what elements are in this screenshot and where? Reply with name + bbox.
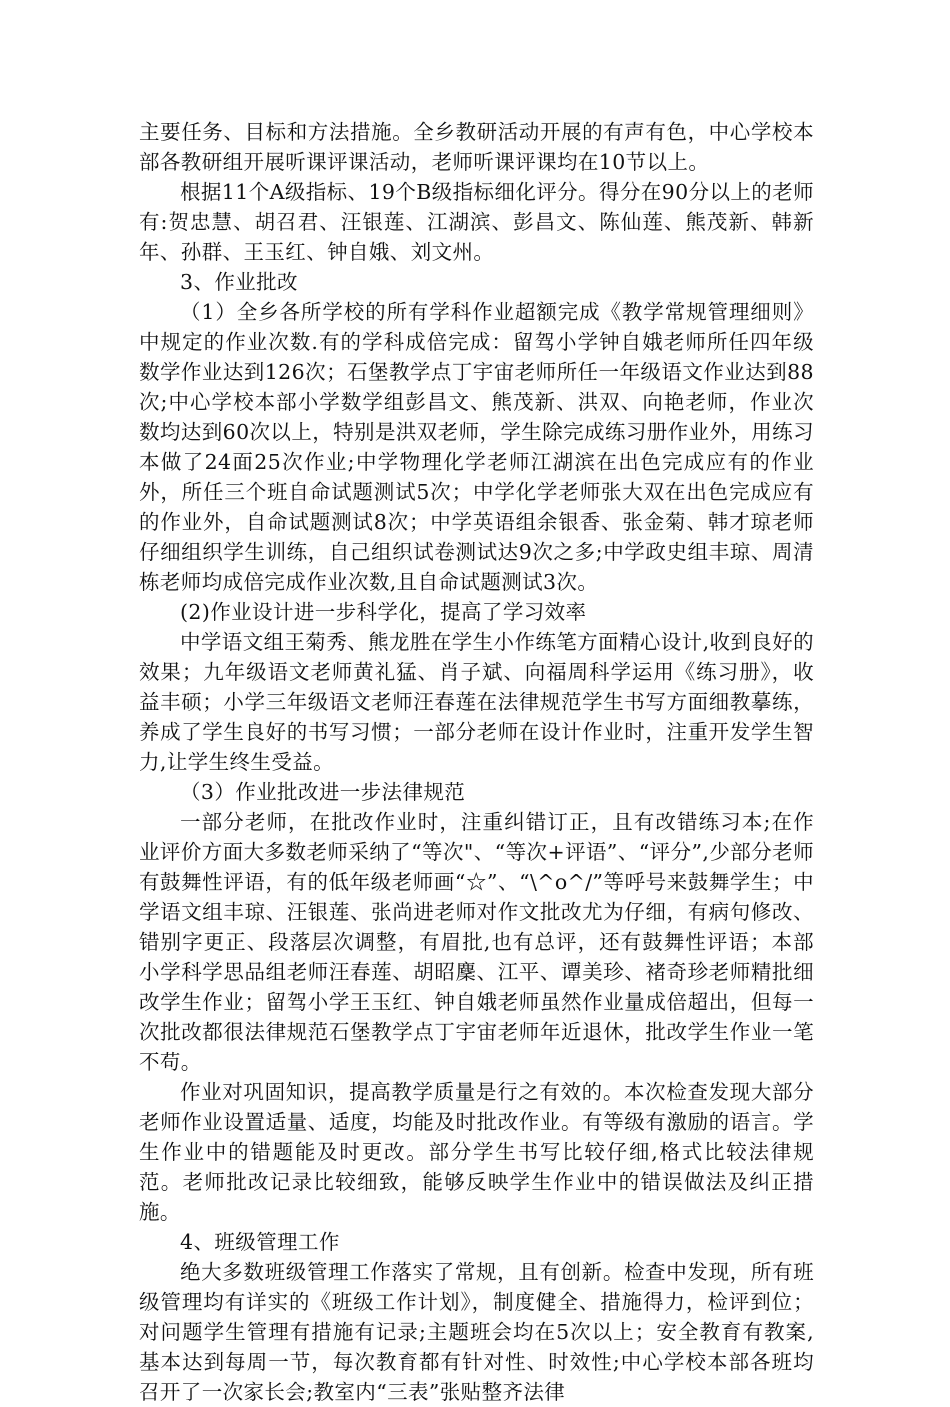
section-heading-class-management: 4、班级管理工作	[180, 1230, 340, 1254]
subheading-homework-design: (2)作业设计进一步科学化，提高了学习效率	[180, 600, 587, 624]
paragraph-homework-correction: 一部分老师，在批改作业时，注重纠错订正，且有改错练习本;在作业评价方面大多数老师采纳了“等次"、“等次+评语”、“评分”,少部分老师有鼓舞性评语，有的低年级老师画“☆”、“\^o^/”等呼号来鼓舞学生；中学语文组丰琼、汪银莲、张尚进老师对作文批改尤为仔细，有病句修改、错别字更正、段落层次调整，有眉批,也有总评，还有鼓舞性评语；本部小学科学思品组老师汪春莲、胡昭麇、江平、谭美珍、褚奇珍老师精批细改学生作业；留驾小学王玉红、钟自娥老师虽然作业量成倍超出，但每一次批改都很法律规范石堡教学点丁宇宙老师年近退休，批改学生作业一笔不苟。	[139, 810, 814, 1074]
paragraph-evaluation-scores: 根据11个A级指标、19个B级指标细化评分。得分在90分以上的老师有:贺忠慧、胡召君、汪银莲、江湖滨、彭昌文、陈仙莲、熊茂新、韩新年、孙群、王玉红、钟自娥、刘文州。	[139, 180, 814, 264]
paragraph-homework-quantity: （1）全乡各所学校的所有学科作业超额完成《教学常规管理细则》中规定的作业次数.有的学科成倍完成：留驾小学钟自娥老师所任四年级数学作业达到126次；石堡教学点丁宇宙老师所任一年级语文作业达到88次;中心学校本部小学数学组彭昌文、熊茂新、洪双、向艳老师，作业次数均达到60次以上，特别是洪双老师，学生除完成练习册作业外，用练习本做了24面25次作业;中学物理化学老师江湖滨在出色完成应有的作业外，所任三个班自命试题测试5次；中学化学老师张大双在出色完成应有的作业外，自命试题测试8次；中学英语组余银香、张金菊、韩才琼老师仔细组织学生训练，自己组织试卷测试达9次之多;中学政史组丰琼、周清栋老师均成倍完成作业次数,且自命试题测试3次。	[139, 300, 814, 594]
paragraph-continuation: 主要任务、目标和方法措施。全乡教研活动开展的有声有色，中心学校本部各教研组开展听课评课活动，老师听课评课均在10节以上。	[139, 120, 814, 174]
paragraph-class-management: 绝大多数班级管理工作落实了常规，且有创新。检查中发现，所有班级管理均有详实的《班级工作计划》，制度健全、措施得力，检评到位；对问题学生管理有措施有记录;主题班会均在5次以上；安全教育有教案,基本达到每周一节，每次教育都有针对性、时效性;中心学校本部各班均召开了一次家长会;教室内“三表”张贴整齐法律	[139, 1260, 814, 1404]
subheading-homework-correction: （3）作业批改进一步法律规范	[180, 780, 466, 804]
document-page	[139, 117, 814, 1407]
section-heading-homework-grading: 3、作业批改	[180, 270, 298, 294]
paragraph-homework-design: 中学语文组王菊秀、熊龙胜在学生小作练笔方面精心设计,收到良好的效果；九年级语文老师黄礼猛、肖子斌、向福周科学运用《练习册》，收益丰硕；小学三年级语文老师汪春莲在法律规范学生书写方面细教摹练，养成了学生良好的书写习惯；一部分老师在设计作业时，注重开发学生智力,让学生终生受益。	[139, 630, 814, 774]
paragraph-homework-summary: 作业对巩固知识，提高教学质量是行之有效的。本次检查发现大部分老师作业设置适量、适度，均能及时批改作业。有等级有激励的语言。学生作业中的错题能及时更改。部分学生书写比较仔细,格式比较法律规范。老师批改记录比较细致，能够反映学生作业中的错误做法及纠正措施。	[139, 1080, 814, 1224]
